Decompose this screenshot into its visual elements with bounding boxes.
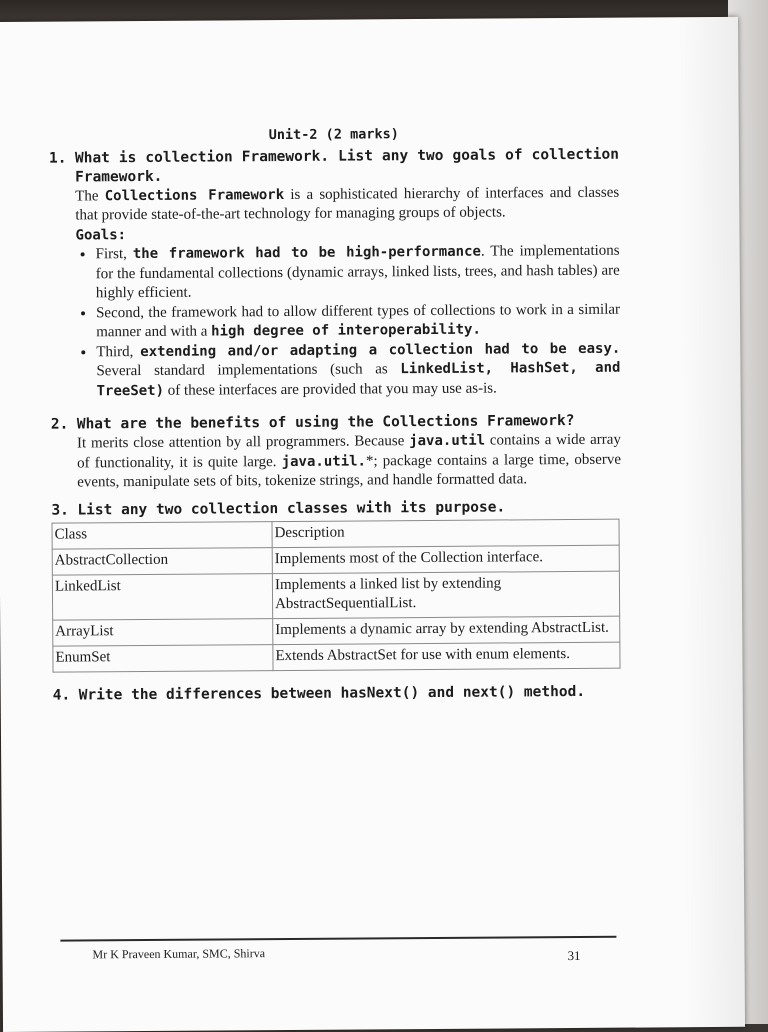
bold-term: extending and/or adapting a collection had to be easy. [140, 340, 620, 359]
question-text: What are the benefits of using the Collections Framework? [77, 412, 621, 435]
text: Second, the framework had to allow different types of collections to work in a similar manner and with a [96, 301, 620, 340]
table-cell: Implements most of the Collection interface. [272, 545, 619, 573]
bold-term: LinkedList, HashSet, and TreeSet) [97, 360, 621, 399]
text: It merits close attention by all programmers. Because [77, 433, 409, 451]
document-page [0, 17, 745, 1032]
goals-list [76, 242, 621, 402]
question-number: 3. [51, 501, 77, 520]
table-cell: AbstractCollection [52, 547, 272, 575]
text: *; package contains a large time, observe events, manipulate sets of bits, tokenize strings, and handle formatted data. [77, 451, 621, 490]
question-number: 4. [53, 686, 79, 705]
table-row [53, 616, 620, 646]
table-row [52, 545, 619, 575]
question-text: List any two collection classes with its purpose. [77, 497, 621, 520]
question-number: 2. [51, 415, 77, 434]
bold-term: the framework had to be high-performance [133, 244, 481, 262]
question-1 [49, 145, 619, 187]
list-item [96, 242, 620, 304]
question-number: 1. [49, 149, 75, 187]
list-item [96, 300, 620, 343]
text: First, [96, 246, 133, 262]
question-text: Write the differences between hasNext() and next() method. [79, 682, 623, 705]
page-footer [60, 936, 616, 942]
question-text: What is collection Framework. List any two goals of collection Framework. [75, 145, 619, 187]
table-header: Description [272, 519, 619, 547]
table-header: Class [52, 521, 272, 549]
table-header-row [52, 519, 619, 549]
table-cell: Implements a dynamic array by extending AbstractList. [273, 616, 620, 644]
page-content [49, 124, 623, 705]
page-title: Unit-2 (2 marks) [49, 124, 619, 147]
text: The [75, 188, 105, 204]
question-4 [53, 682, 623, 705]
bold-term: java.util. [282, 453, 366, 470]
bold-term: java.util [409, 433, 485, 450]
table-cell: LinkedList [52, 573, 272, 620]
footer-author: Mr K Praveen Kumar, SMC, Shirva [92, 946, 265, 962]
text: . The implementations for the fundamental collections (dynamic arrays, linked lists, trees, and hash tables) are highly efficient. [96, 243, 620, 302]
text: of these interfaces are provided that you may use as-is. [164, 380, 497, 398]
table-cell: Extends AbstractSet for use with enum elements. [273, 642, 620, 670]
question-3 [51, 497, 621, 520]
bold-term: high degree of interoperability. [211, 322, 481, 340]
list-item [96, 339, 620, 401]
text: is a sophisticated hierarchy of interfaces and classes that provide state-of-the-art technology for managing groups of objects. [75, 184, 619, 223]
text: contains a wide array of functionality, it is quite large. [77, 432, 621, 471]
table-row [52, 571, 619, 620]
table-cell: Implements a linked list by extending AbstractSequentialList. [272, 571, 619, 618]
table-row [53, 642, 620, 672]
answer-2 [77, 431, 621, 493]
page-number: 31 [567, 948, 580, 964]
table-cell: EnumSet [53, 644, 273, 672]
goals-label: Goals: [75, 222, 619, 245]
bold-term: Collections Framework [105, 186, 285, 203]
collection-classes-table [51, 518, 620, 672]
text: Third, [96, 344, 140, 360]
text: Several standard implementations (such as [96, 361, 400, 379]
answer-1-intro [75, 183, 619, 226]
table-cell: ArrayList [53, 618, 273, 646]
